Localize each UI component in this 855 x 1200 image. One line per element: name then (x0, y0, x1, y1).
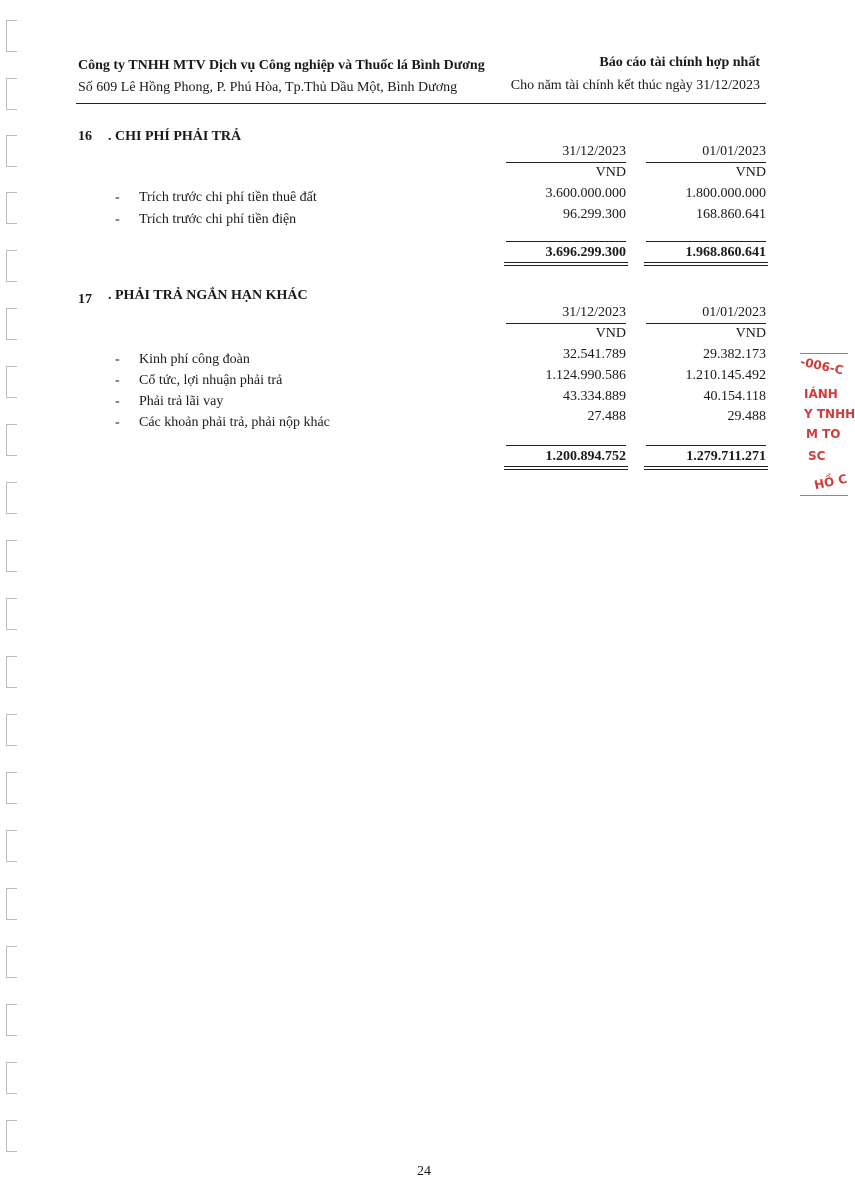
list-item (115, 394, 223, 410)
item-value-prior: 29.488 (727, 409, 766, 424)
column-header-current: 31/12/2023 (506, 144, 626, 163)
stamp-text: SC (808, 449, 826, 463)
unit-label: VND (735, 165, 766, 180)
list-dash: - (115, 190, 120, 205)
item-value-current: 96.299.300 (563, 207, 626, 222)
item-label: Cổ tức, lợi nhuận phải trả (139, 373, 283, 388)
item-value-prior: 168.860.641 (696, 207, 766, 222)
item-value-current: 43.334.889 (563, 389, 626, 404)
unit-label: VND (735, 326, 766, 341)
total-current: 1.200.894.752 (506, 445, 626, 465)
total-current: 3.696.299.300 (506, 241, 626, 261)
stamp-text: M TO (806, 427, 841, 441)
stamp-text: HỒ C (812, 471, 849, 493)
item-label: Kinh phí công đoàn (139, 352, 250, 367)
item-value-current: 27.488 (587, 409, 626, 424)
total-prior: 1.279.711.271 (646, 445, 766, 465)
item-value-current: 1.124.990.586 (545, 368, 626, 383)
section-number: 16 (78, 129, 92, 144)
total-prior: 1.968.860.641 (646, 241, 766, 261)
section-number: 17 (78, 292, 92, 307)
double-underline (504, 466, 628, 470)
report-period: Cho năm tài chính kết thúc ngày 31/12/2023 (510, 78, 760, 93)
list-dash: - (115, 352, 120, 367)
list-item (115, 212, 296, 228)
column-header-prior: 01/01/2023 (646, 305, 766, 324)
header-divider (76, 103, 766, 104)
double-underline (504, 262, 628, 266)
item-value-current: 32.541.789 (563, 347, 626, 362)
double-underline (644, 262, 768, 266)
column-header-current: 31/12/2023 (506, 305, 626, 324)
section-title: . PHẢI TRẢ NGẮN HẠN KHÁC (108, 288, 308, 303)
stamp-text: -006-C (799, 354, 845, 378)
item-label: Phải trả lãi vay (139, 394, 224, 409)
section-title: . CHI PHÍ PHẢI TRẢ (108, 129, 242, 144)
stamp-text: IÁNH (804, 387, 838, 401)
item-value-prior: 29.382.173 (703, 347, 766, 362)
item-value-prior: 40.154.118 (703, 389, 766, 404)
list-item (115, 373, 282, 389)
item-label: Trích trước chi phí tiền thuê đất (139, 190, 317, 205)
list-dash: - (115, 212, 120, 227)
item-label: Các khoản phải trả, phải nộp khác (139, 415, 330, 430)
double-underline (644, 466, 768, 470)
list-item (115, 415, 330, 431)
item-value-prior: 1.800.000.000 (685, 186, 766, 201)
company-address: Số 609 Lê Hồng Phong, P. Phú Hòa, Tp.Thủ Dầu Một, Bình Dương (78, 80, 458, 95)
list-dash: - (115, 394, 120, 409)
list-dash: - (115, 415, 120, 430)
list-item (115, 352, 250, 368)
item-label: Trích trước chi phí tiền điện (139, 212, 297, 227)
unit-label: VND (595, 326, 626, 341)
item-value-current: 3.600.000.000 (545, 186, 626, 201)
stamp-text: Y TNHH (804, 407, 855, 421)
column-header-prior: 01/01/2023 (646, 144, 766, 163)
company-name: Công ty TNHH MTV Dịch vụ Công nghiệp và Thuốc lá Bình Dương (78, 58, 485, 73)
item-value-prior: 1.210.145.492 (685, 368, 766, 383)
list-item (115, 190, 317, 206)
auditor-stamp (799, 345, 855, 505)
list-dash: - (115, 373, 120, 388)
unit-label: VND (595, 165, 626, 180)
page-number: 24 (417, 1164, 431, 1179)
report-title: Báo cáo tài chính hợp nhất (599, 55, 760, 70)
